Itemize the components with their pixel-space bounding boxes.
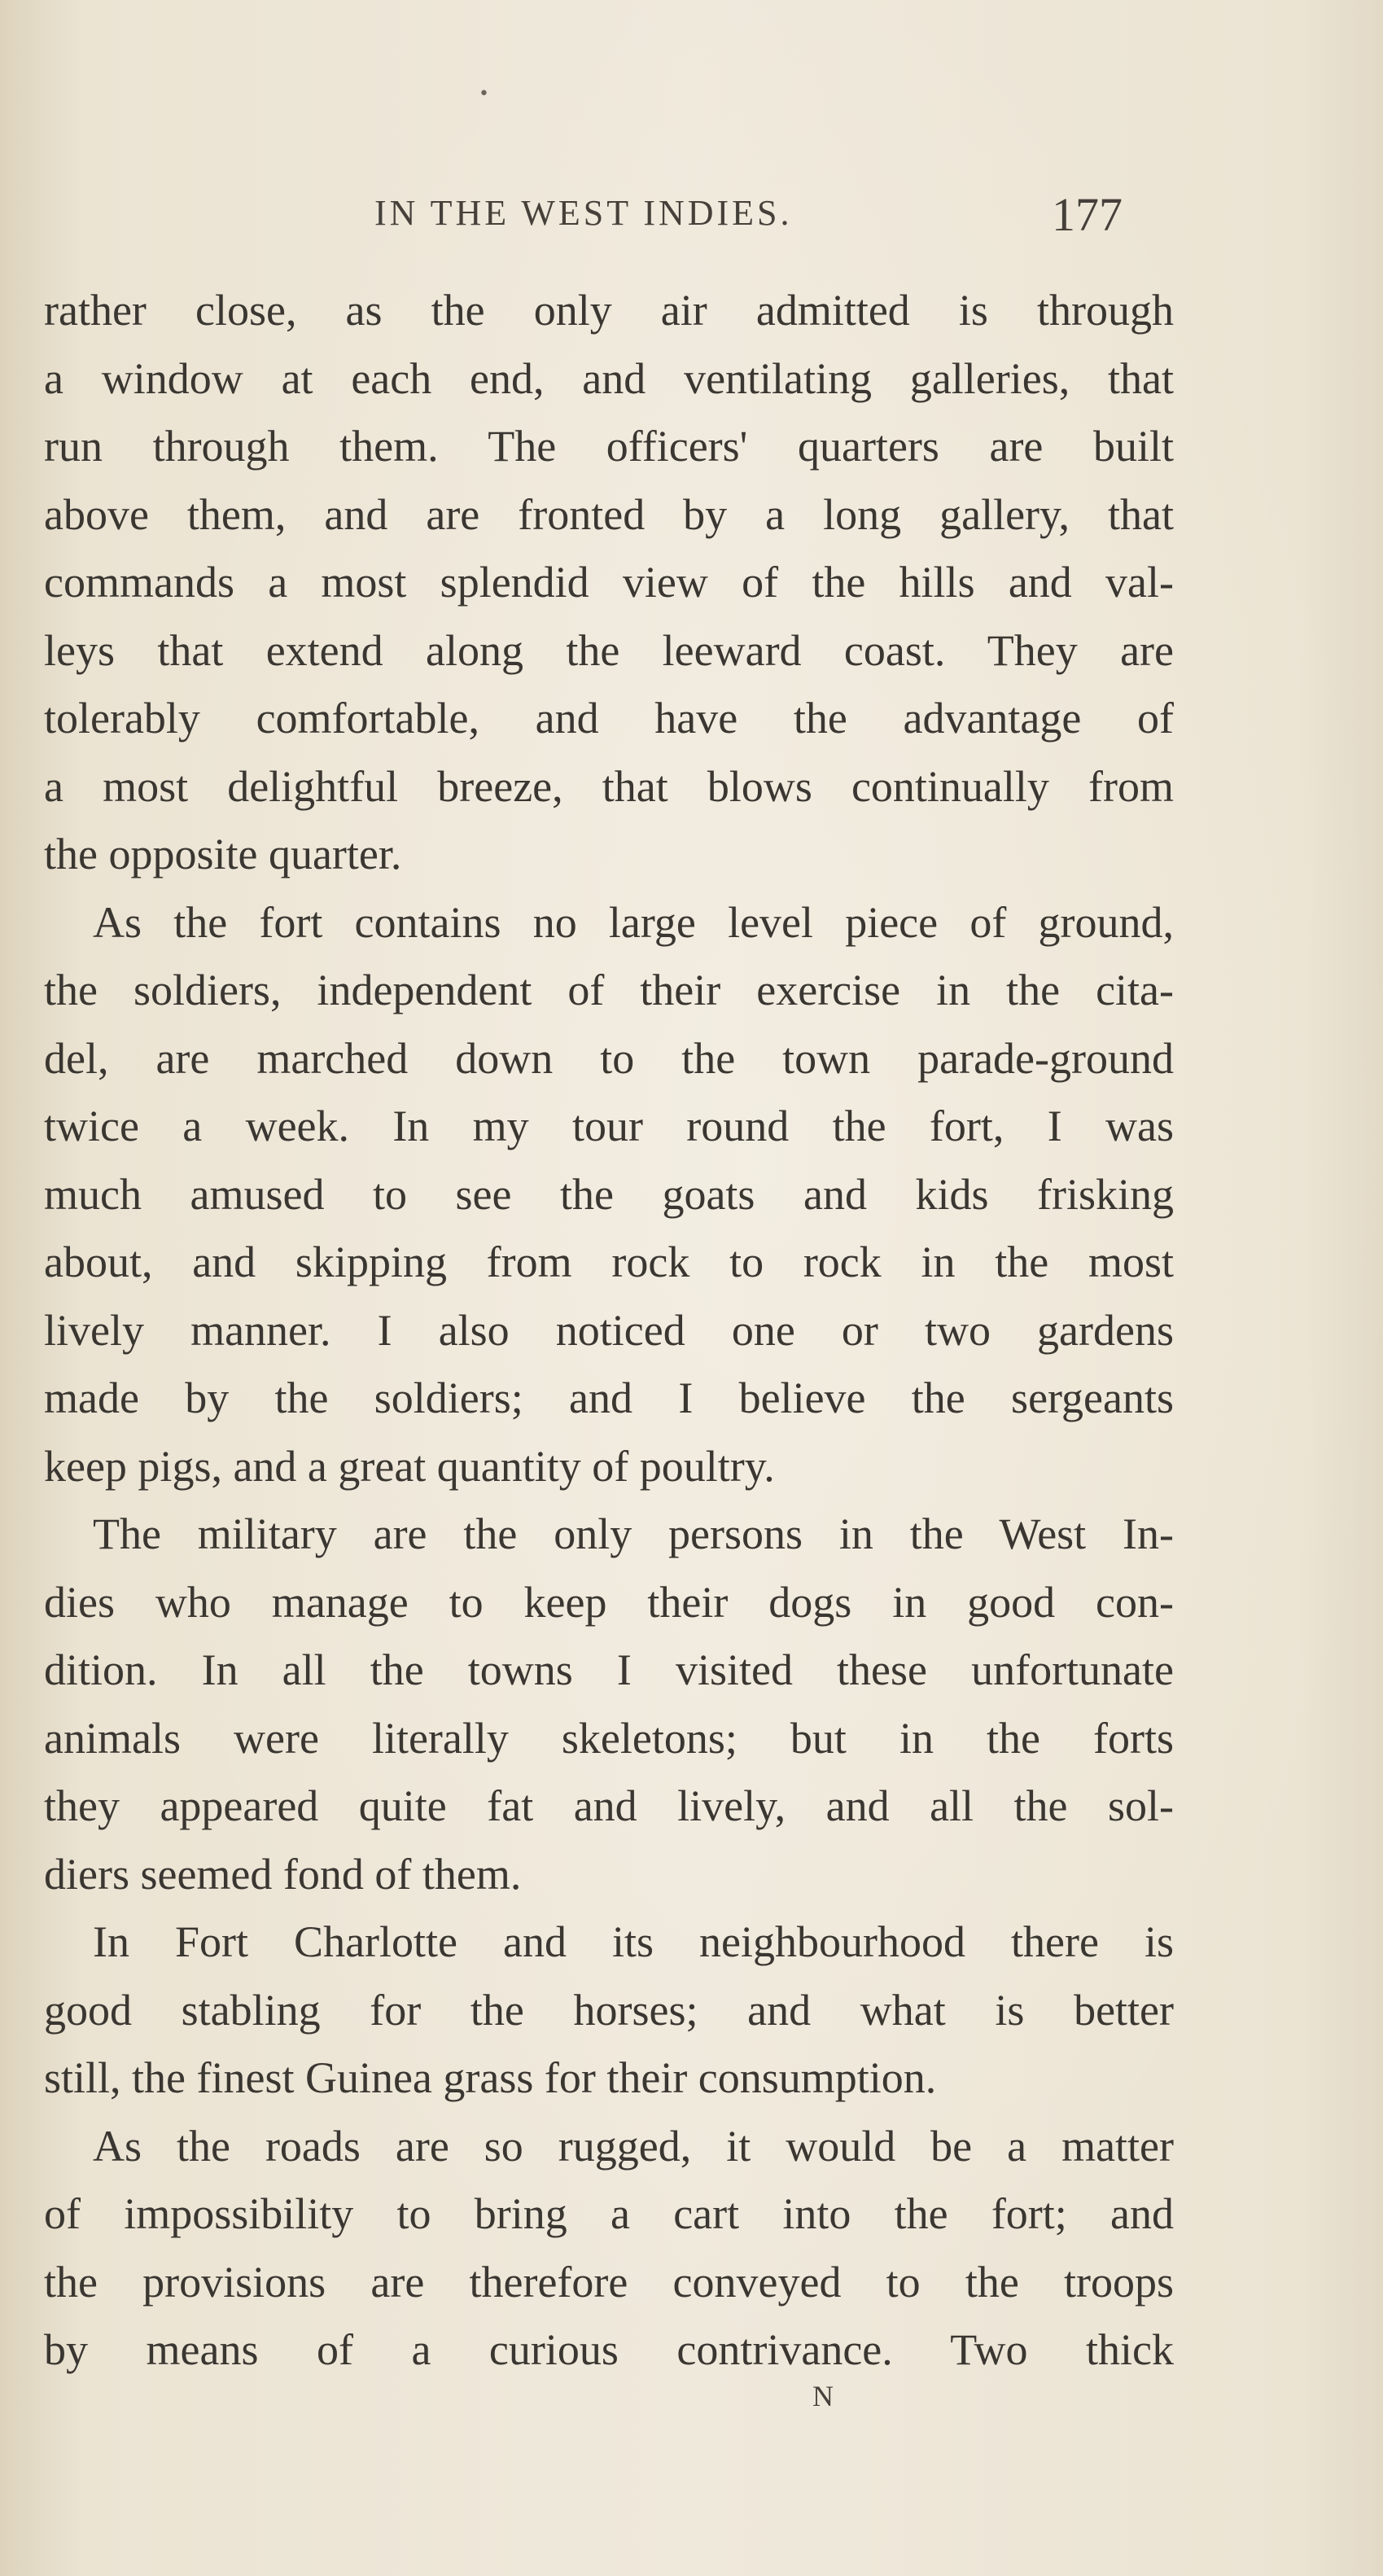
text-line: lively manner. I also noticed one or two gardens <box>44 1305 1174 1355</box>
text-line: keep pigs, and a great quantity of poultry. <box>44 1441 775 1491</box>
text-line: dition. In all the towns I visited these unfortunate <box>44 1645 1174 1694</box>
text-line: still, the finest Guinea grass for their consumption. <box>44 2053 937 2102</box>
running-head <box>0 187 1383 244</box>
text-line: commands a most splendid view of the hills and val- <box>44 558 1174 607</box>
text-line: made by the soldiers; and I believe the sergeants <box>44 1373 1174 1422</box>
paragraph-first-line: As the fort contains no large level piece of ground, <box>93 897 1174 947</box>
text-line: about, and skipping from rock to rock in the most <box>44 1238 1174 1286</box>
text-line: they appeared quite fat and lively, and all the sol- <box>44 1781 1174 1830</box>
paragraph-first-line: The military are the only persons in the West In- <box>93 1509 1174 1558</box>
text-line: del, are marched down to the town parade-ground <box>44 1033 1174 1083</box>
running-title: IN THE WEST INDIES. <box>374 193 793 233</box>
ink-mark: • <box>479 84 489 104</box>
text-line: the opposite quarter. <box>44 830 402 878</box>
text-line: diers seemed fond of them. <box>44 1849 522 1899</box>
paragraph-first-line: In Fort Charlotte and its neighbourhood there is <box>93 1917 1174 1966</box>
text-line: by means of a curious contrivance. Two thick <box>44 2325 1174 2374</box>
text-line: the soldiers, independent of their exercise in the cita- <box>44 966 1174 1014</box>
text-line: dies who manage to keep their dogs in good con- <box>44 1577 1174 1627</box>
text-line: good stabling for the horses; and what is better <box>44 1985 1174 2035</box>
text-line: of impossibility to bring a cart into the fort; and <box>44 2189 1174 2238</box>
paragraph-first-line: As the roads are so rugged, it would be a matter <box>93 2121 1174 2171</box>
body-text <box>44 277 1174 2385</box>
text-line: animals were literally skeletons; but in the forts <box>44 1713 1174 1763</box>
text-line: twice a week. In my tour round the fort, I was <box>44 1102 1174 1150</box>
signature-mark: N <box>812 2380 834 2412</box>
text-line: much amused to see the goats and kids frisking <box>44 1169 1174 1219</box>
text-line: run through them. The officers' quarters are built <box>44 422 1174 471</box>
text-line: leys that extend along the leeward coast. They are <box>44 625 1174 675</box>
text-line: the provisions are therefore conveyed to the troops <box>44 2257 1174 2307</box>
text-line: a most delightful breeze, that blows continually from <box>44 761 1174 811</box>
text-line: a window at each end, and ventilating galleries, that <box>44 353 1174 403</box>
text-line: tolerably comfortable, and have the advantage of <box>44 694 1174 743</box>
text-line: rather close, as the only air admitted is through <box>44 286 1174 335</box>
text-line: above them, and are fronted by a long gallery, that <box>44 489 1174 539</box>
page-number: 177 <box>1052 188 1123 241</box>
